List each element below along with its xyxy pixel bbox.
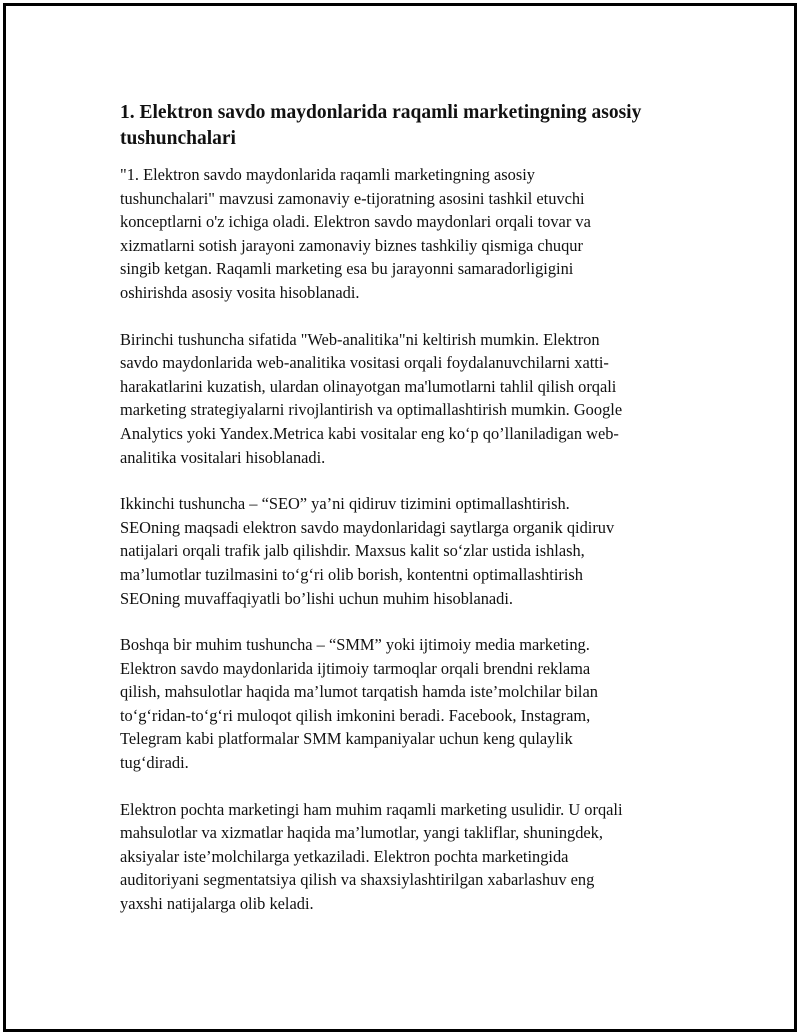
document-page (3, 3, 797, 1032)
paragraph-email-marketing: Elektron pochta marketingi ham muhim raqamli marketing usulidir. U orqali mahsulotlar va xizmatlar haqida ma’lumotlar, yangi takliflar, shuningdek, aksiyalar iste’molchilarga yetkaziladi. Elektron pochta marketingida auditoriyani segmentatsiya qilish va shaxsiylashtirilgan xabarlashuv eng yaxshi natijalarga olib keladi. (120, 799, 623, 914)
paragraph-seo: Ikkinchi tushuncha – “SEO” ya’ni qidiruv tizimini optimallashtirish. SEOning maqsadi elektron savdo maydonlaridagi saytlarga organik qidiruv natijalari orqali trafik jalb qilishdir. Maxsus kalit so‘zlar ustida ishlash, ma’lumotlar tuzilmasini to‘g‘ri olib borish, kontentni optimallashtirish SEOning muvaffaqiyatli bo’lishi uchun muhim hisoblanadi. (120, 494, 615, 608)
document-body (120, 100, 705, 939)
section-heading: 1. Elektron savdo maydonlarida raqamli marketingning asosiy tushunchalari (120, 102, 642, 149)
paragraph-web-analytics: Birinchi tushuncha sifatida "Web-analitika"ni keltirish mumkin. Elektron savdo maydonlarida web-analitika vositasi orqali foydalanuvchilarni xatti- harakatlarini kuzatish, ulardan olinayotgan ma'lumotlarni tahlil qilish orqali marketing strategiyalarni rivojlantirish va optimallashtirish mumkin. Google Analytics yoki Yandex.Metrica kabi vositalar eng ko‘p qo’llaniladigan web- analitika vositalari hisoblanadi. (120, 329, 623, 467)
paragraph-intro: "1. Elektron savdo maydonlarida raqamli marketingning asosiy tushunchalari" mavzusi zamonaviy e-tijoratning asosini tashkil etuvchi konceptlarni o'z ichiga oladi. Elektron savdo maydonlari orqali tovar va xizmatlarni sotish jarayoni zamonaviy biznes tashkiliy qismiga chuqur singib ketgan. Raqamli marketing esa bu jarayonni samaradorligigini oshirishda asosiy vosita hisoblanadi. (120, 165, 591, 302)
paragraph-smm: Boshqa bir muhim tushuncha – “SMM” yoki ijtimoiy media marketing. Elektron savdo maydonlarida ijtimoiy tarmoqlar orqali brendni reklama qilish, mahsulotlar haqida ma’lumot tarqatish hamda iste’molchilar bilan to‘g‘ridan-to‘g‘ri muloqot qilish imkonini beradi. Facebook, Instagram, Telegram kabi platformalar SMM kampaniyalar uchun keng qulaylik tug‘diradi. (120, 635, 598, 773)
